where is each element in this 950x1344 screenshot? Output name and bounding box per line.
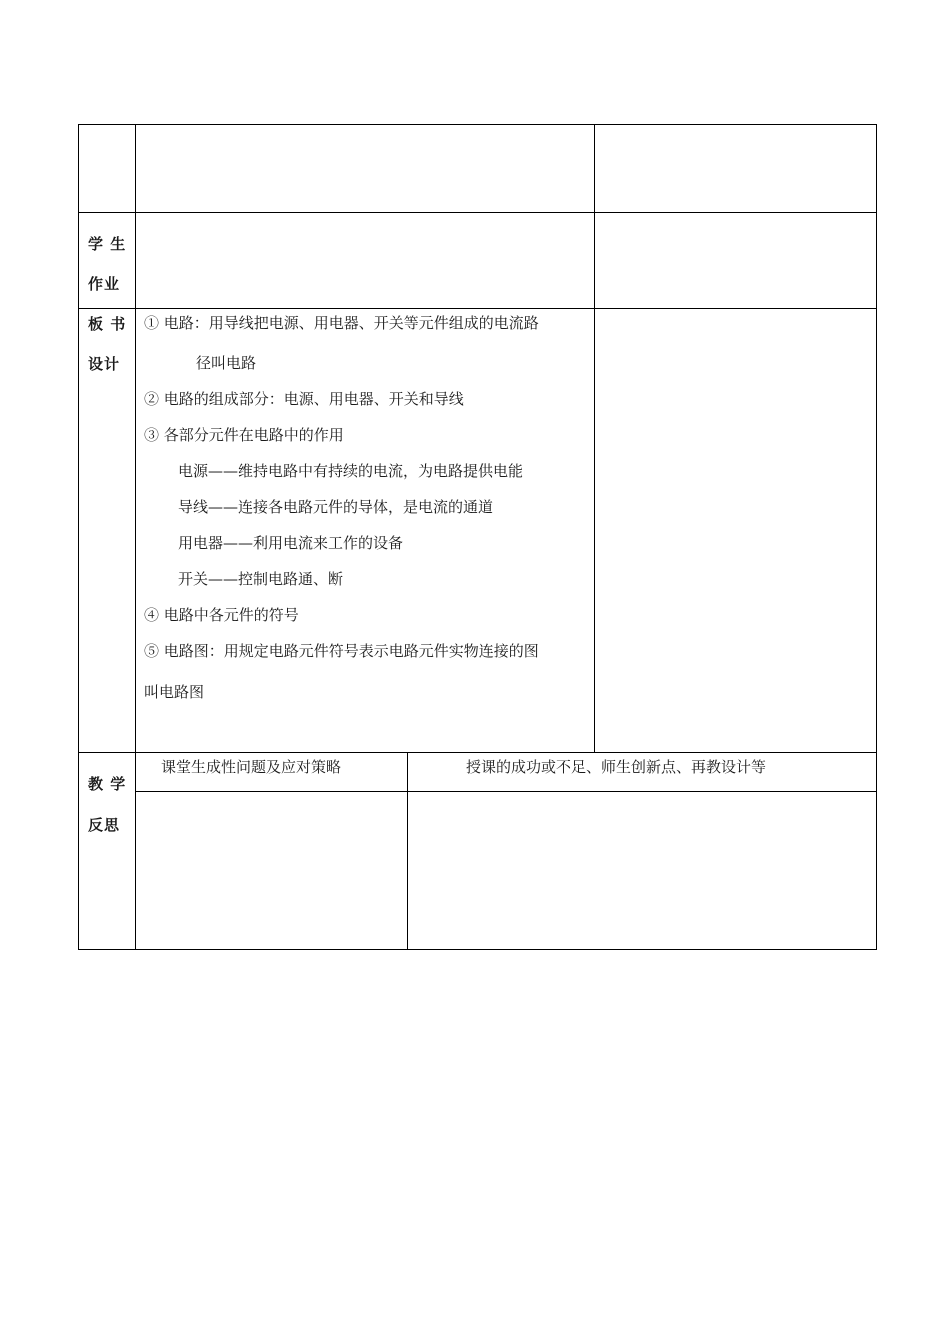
reflection-label-line1: 教 学 — [88, 775, 127, 793]
board-line-4: ③ 各部分元件在电路中的作用 — [144, 426, 344, 444]
row-divider-2 — [78, 308, 877, 309]
label-column-divider — [135, 124, 136, 950]
board-line-8: 开关——控制电路通、断 — [178, 570, 344, 588]
board-line-9: ④ 电路中各元件的符号 — [144, 606, 299, 624]
board-design-label-line1: 板 书 — [88, 315, 127, 333]
board-line-6: 导线——连接各电路元件的导体，是电流的通道 — [178, 498, 494, 516]
row-divider-1 — [78, 212, 877, 213]
homework-label-line2: 作业 — [88, 275, 121, 293]
row-divider-3 — [78, 752, 877, 753]
board-line-7: 用电器——利用电流来工作的设备 — [178, 534, 404, 552]
table-border-top — [78, 124, 877, 125]
table-border-right — [876, 124, 877, 950]
reflection-col2-header: 授课的成功或不足、师生创新点、再教设计等 — [466, 758, 767, 776]
reflection-column-divider — [407, 752, 408, 950]
reflection-header-divider — [135, 791, 877, 792]
reflection-col1-header: 课堂生成性问题及应对策略 — [161, 758, 342, 776]
board-line-10: ⑤ 电路图：用规定电路元件符号表示电路元件实物连接的图 — [144, 642, 539, 660]
content-column-divider — [594, 124, 595, 753]
reflection-label-line2: 反思 — [88, 816, 121, 834]
board-line-5: 电源——维持电路中有持续的电流，为电路提供电能 — [178, 462, 524, 480]
table-border-left — [78, 124, 79, 950]
homework-label-line1: 学 生 — [88, 235, 127, 253]
board-design-label-line2: 设计 — [88, 355, 121, 373]
board-line-2: 径叫电路 — [196, 354, 257, 372]
table-border-bottom — [78, 949, 877, 950]
board-line-11: 叫电路图 — [144, 683, 205, 701]
board-line-3: ② 电路的组成部分：电源、用电器、开关和导线 — [144, 390, 464, 408]
board-line-1: ① 电路：用导线把电源、用电器、开关等元件组成的电流路 — [144, 314, 539, 332]
